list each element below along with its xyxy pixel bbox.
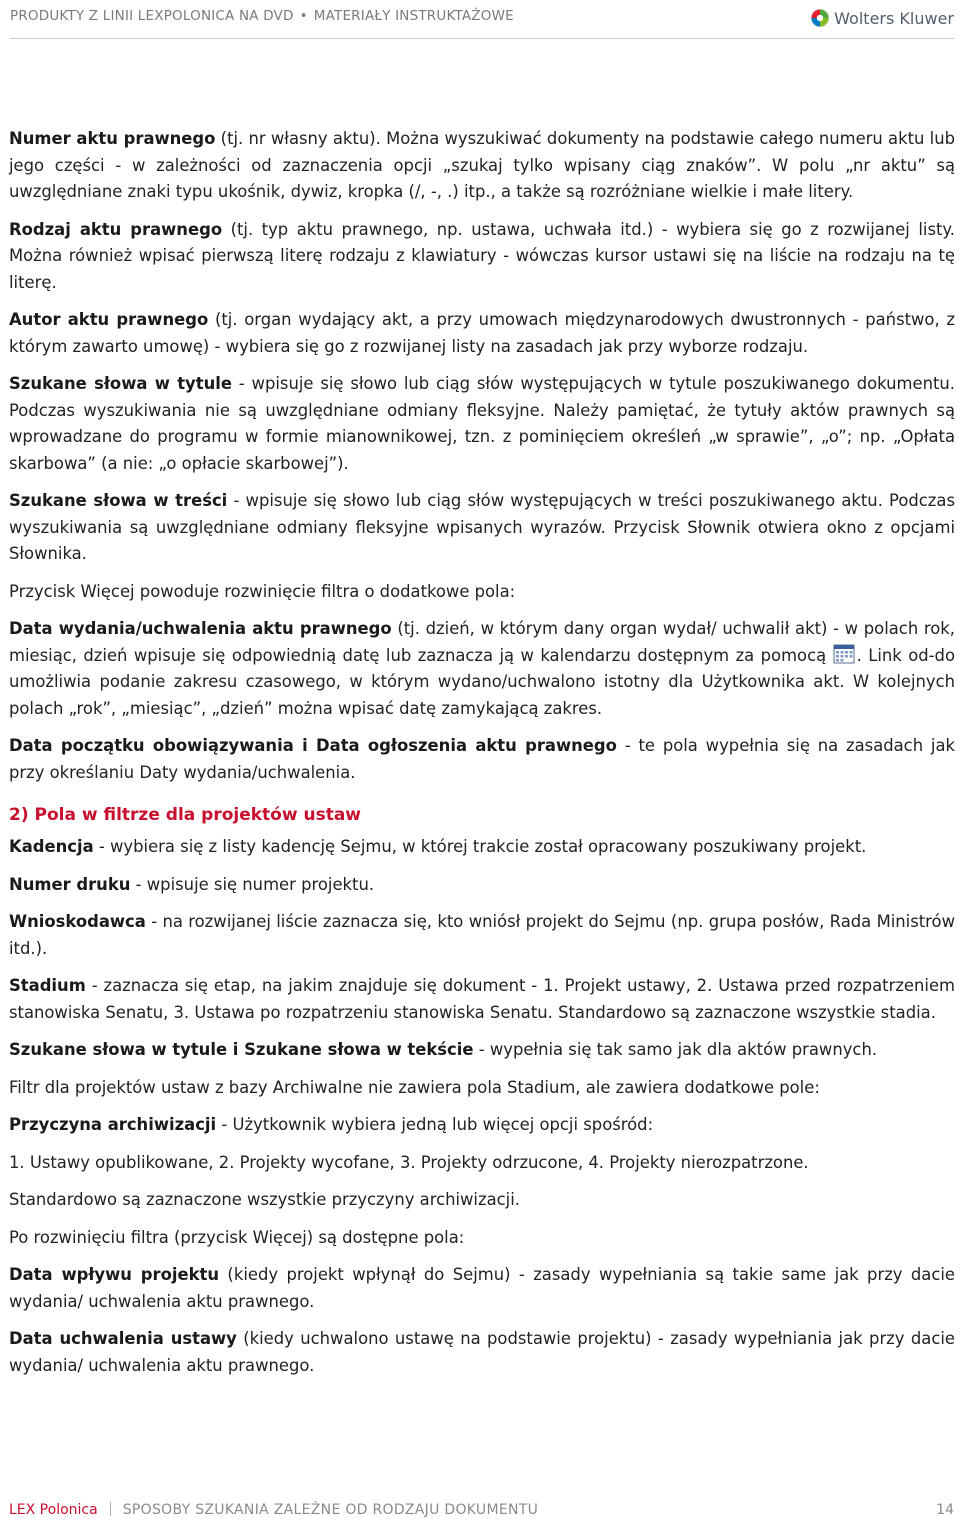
term-label: Data początku obowiązywania i Data ogłoszenia aktu prawnego	[9, 736, 617, 755]
paragraph-autor-aktu	[9, 307, 955, 360]
paragraph-data-uchwalenia	[9, 1326, 955, 1379]
paragraph-data-wplywu	[9, 1262, 955, 1315]
term-label: Data wydania/uchwalenia aktu prawnego	[9, 619, 392, 638]
term-description: (tj. organ wydający akt, a przy umowach międzynarodowych dwustronnych - państwo, z którym zawarto umowę) - wybiera się go z rozwijanej listy na zasadach jak przy wyborze rodzaju.	[9, 310, 955, 356]
paragraph-opcje-archiwizacji: 1. Ustawy opublikowane, 2. Projekty wycofane, 3. Projekty odrzucone, 4. Projekty nierozpatrzone.	[9, 1152, 809, 1172]
header-divider	[10, 38, 954, 39]
term-description: (kiedy projekt wpłynął do Sejmu) - zasady wypełniania są takie same jak przy dacie wydania/ uchwalenia aktu prawnego.	[9, 1265, 955, 1311]
footer-divider	[110, 1502, 111, 1516]
term-label: Wnioskodawca	[9, 912, 146, 931]
footer-brand: LEX Polonica	[9, 1502, 98, 1518]
paragraph-przycisk-wiecej: Przycisk Więcej powoduje rozwinięcie filtra o dodatkowe pola:	[9, 581, 516, 601]
term-description: (tj. typ aktu prawnego, np. ustawa, uchwała itd.) - wybiera się go z rozwijanej listy. Można również wpisać pierwszą literę rodzaju z klawiatury - wówczas kursor ustawi się na liście na rodzaju na tę literę.	[9, 219, 955, 292]
page-footer	[0, 1490, 960, 1521]
term-label: Autor aktu prawnego	[9, 310, 209, 329]
term-label: Numer aktu prawnego	[9, 129, 216, 148]
paragraph-slowa-w-tresci	[9, 488, 955, 568]
term-description: - wybiera się z listy kadencję Sejmu, w której trakcie został opracowany poszukiwany projekt.	[93, 837, 867, 856]
term-label: Kadencja	[9, 837, 94, 856]
paragraph-szukane-slowa	[9, 1037, 955, 1064]
term-label: Data uchwalenia ustawy	[9, 1329, 237, 1348]
paragraph-numer-druku	[9, 872, 955, 899]
term-description: - zaznacza się etap, na jakim znajduje się dokument - 1. Projekt ustawy, 2. Ustawa przed rozpatrzeniem stanowiska Senatu, 3. Ustawa po rozpatrzeniu stanowiska Senatu. Standardowo są zaznaczone wszystkie stadia.	[9, 976, 955, 1022]
header-bullet: •	[299, 8, 308, 24]
term-description: - wpisuje się słowo lub ciąg słów występujących w treści poszukiwanego aktu. Podczas wyszukiwania są uwzględniane odmiany fleksyjne wpisanych wyrazów. Przycisk Słownik otwiera okno z opcjami Słownika.	[9, 491, 955, 563]
term-label: Stadium	[9, 976, 86, 995]
term-label: Numer druku	[9, 874, 131, 894]
term-description: (tj. nr własny aktu). Można wyszukiwać dokumenty na podstawie całego numeru aktu lub jego części - w zależności od zaznaczenia opcji „szukaj tylko wpisany ciąg znaków”. W polu „nr aktu” są uwzględniane znaki typu ukośnik, dywiz, kropka (/, -, .) itp., a także są rozróżniane wielkie i małe litery.	[9, 129, 955, 201]
term-description: - wpisuje się numer projektu.	[130, 874, 375, 894]
section-heading-projekty: 2) Pola w filtrze dla projektów ustaw	[9, 805, 362, 825]
term-description-continued: . Link od-do umożliwia podanie zakresu czasowego, w którym wydano/uchwalono istotny dla Użytkownika akt. W kolejnych polach „rok”, „miesiąc”, „dzień” można wpisać datę zamykającą zakres.	[9, 645, 955, 718]
footer-title: SPOSOBY SZUKANIA ZALEŻNE OD RODZAJU DOKUMENTU	[122, 1502, 539, 1518]
term-description: - na rozwijanej liście zaznacza się, kto wniósł projekt do Sejmu (np. grupa posłów, Rada Ministrów itd.).	[9, 912, 955, 958]
term-label: Szukane słowa w tytule i Szukane słowa w tekście	[9, 1040, 474, 1059]
wolters-kluwer-logo-icon	[810, 8, 830, 28]
paragraph-wnioskodawca	[9, 909, 955, 962]
paragraph-data-poczatku	[9, 733, 955, 786]
paragraph-stadium	[9, 973, 955, 1026]
page-header	[0, 0, 960, 40]
paragraph-przyczyna-archiwizacji	[9, 1112, 955, 1139]
term-label: Szukane słowa w treści	[9, 491, 228, 510]
term-label: Przyczyna archiwizacji	[9, 1115, 217, 1134]
paragraph-slowa-w-tytule	[9, 371, 955, 477]
header-title	[10, 8, 514, 24]
page-number: 14	[936, 1502, 954, 1518]
brand	[810, 4, 954, 32]
paragraph-rodzaj-aktu	[9, 217, 955, 297]
paragraph-data-wydania	[9, 616, 955, 722]
paragraph-po-rozwinieciu: Po rozwinięciu filtra (przycisk Więcej) są dostępne pola:	[9, 1227, 465, 1247]
header-product-line: PRODUKTY Z LINII LEXPOLONICA NA DVD	[10, 8, 294, 24]
term-label: Data wpływu projektu	[9, 1265, 220, 1284]
footer-left	[9, 1502, 538, 1518]
term-description: - wypełnia się tak samo jak dla aktów prawnych.	[473, 1040, 878, 1059]
paragraph-filtr-archiwalne: Filtr dla projektów ustaw z bazy Archiwalne nie zawiera pola Stadium, ale zawiera dodatkowe pole:	[9, 1077, 820, 1097]
paragraph-numer-aktu	[9, 126, 955, 206]
term-description: - Użytkownik wybiera jedną lub więcej opcji spośród:	[216, 1115, 654, 1134]
paragraph-kadencja	[9, 834, 955, 861]
document-body	[9, 126, 955, 1390]
term-label: Rodzaj aktu prawnego	[9, 219, 223, 239]
header-section: MATERIAŁY INSTRUKTAŻOWE	[313, 8, 514, 24]
paragraph-standardowo: Standardowo są zaznaczone wszystkie przyczyny archiwizacji.	[9, 1190, 520, 1209]
term-description: (tj. dzień, w którym dany organ wydał/ uchwalił akt) - w polach rok, miesiąc, dzień wpisuje się odpowiednią datę lub zaznacza ją w kalendarzu dostępnym za pomocą	[9, 619, 956, 665]
term-label: Szukane słowa w tytule	[9, 374, 232, 393]
brand-name: Wolters Kluwer	[834, 8, 954, 28]
calendar-icon	[833, 644, 855, 664]
term-description: (kiedy uchwalono ustawę na podstawie projektu) - zasady wypełniania jak przy dacie wydania/ uchwalenia aktu prawnego.	[9, 1329, 955, 1375]
term-description: - te pola wypełnia się na zasadach jak przy określaniu Daty wydania/uchwalenia.	[9, 736, 955, 782]
term-description: - wpisuje się słowo lub ciąg słów występujących w tytule poszukiwanego dokumentu. Podczas wyszukiwania nie są uwzględniane odmiany fleksyjne. Należy pamiętać, że tytuły aktów prawnych są wprowadzane do programu w formie mianownikowej, tzn. z pominięciem określeń „w sprawie”, „o”; np. „Opłata skarbowa” (a nie: „o opłacie skarbowej”).	[9, 374, 955, 473]
